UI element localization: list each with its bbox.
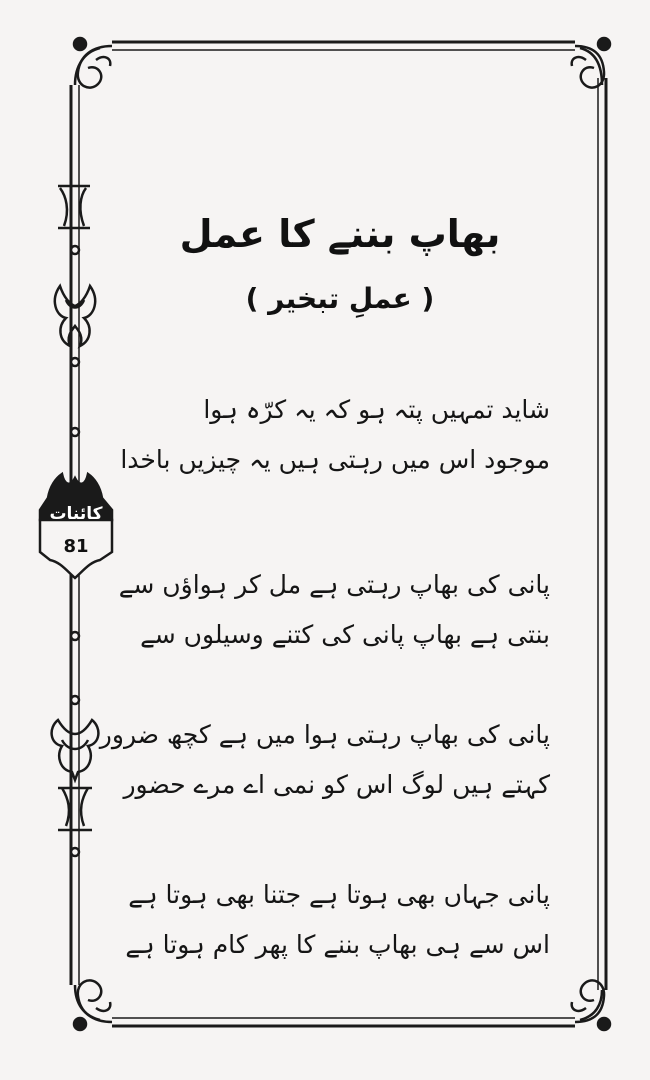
corner-ornament-bottom-left	[74, 980, 112, 1030]
corner-ornament-top-left	[74, 38, 112, 88]
stanza-2	[118, 560, 550, 660]
page-badge	[40, 474, 112, 578]
verse-line: اس سے ہی بھاپ بننے کا پھر کام ہوتا ہے	[125, 930, 550, 959]
page-number: 81	[63, 536, 89, 557]
badge-label: کائنات	[49, 504, 103, 524]
stanza-3	[99, 710, 550, 810]
poem-subtitle: ( عملِ تبخیر )	[245, 282, 435, 315]
verse-line: پانی جہاں بھی ہوتا ہے جتنا بھی ہوتا ہے	[128, 880, 550, 909]
verse-line: موجود اس میں رہتی ہیں یہ چیزیں باخدا	[120, 445, 550, 474]
spine-ornament-lower	[52, 632, 99, 856]
verse-line: پانی کی بھاپ رہتی ہوا میں ہے کچھ ضرور	[99, 720, 550, 749]
stanza-4	[125, 870, 550, 970]
corner-ornament-bottom-right	[572, 980, 610, 1030]
verse-line: کہتے ہیں لوگ اس کو نمی اے مرے حضور	[123, 770, 550, 799]
stanza-1	[120, 385, 550, 485]
spine-ornament-upper	[55, 186, 95, 436]
verse-line: شاید تمہیں پتہ ہو کہ یہ کرّہ ہوا	[203, 395, 550, 424]
corner-ornament-top-right	[572, 38, 610, 88]
verse-line: پانی کی بھاپ رہتی ہے مل کر ہواؤں سے	[118, 570, 550, 599]
verse-line: بنتی ہے بھاپ پانی کی کتنے وسیلوں سے	[140, 620, 550, 649]
poem-title: بھاپ بننے کا عمل	[179, 212, 501, 256]
